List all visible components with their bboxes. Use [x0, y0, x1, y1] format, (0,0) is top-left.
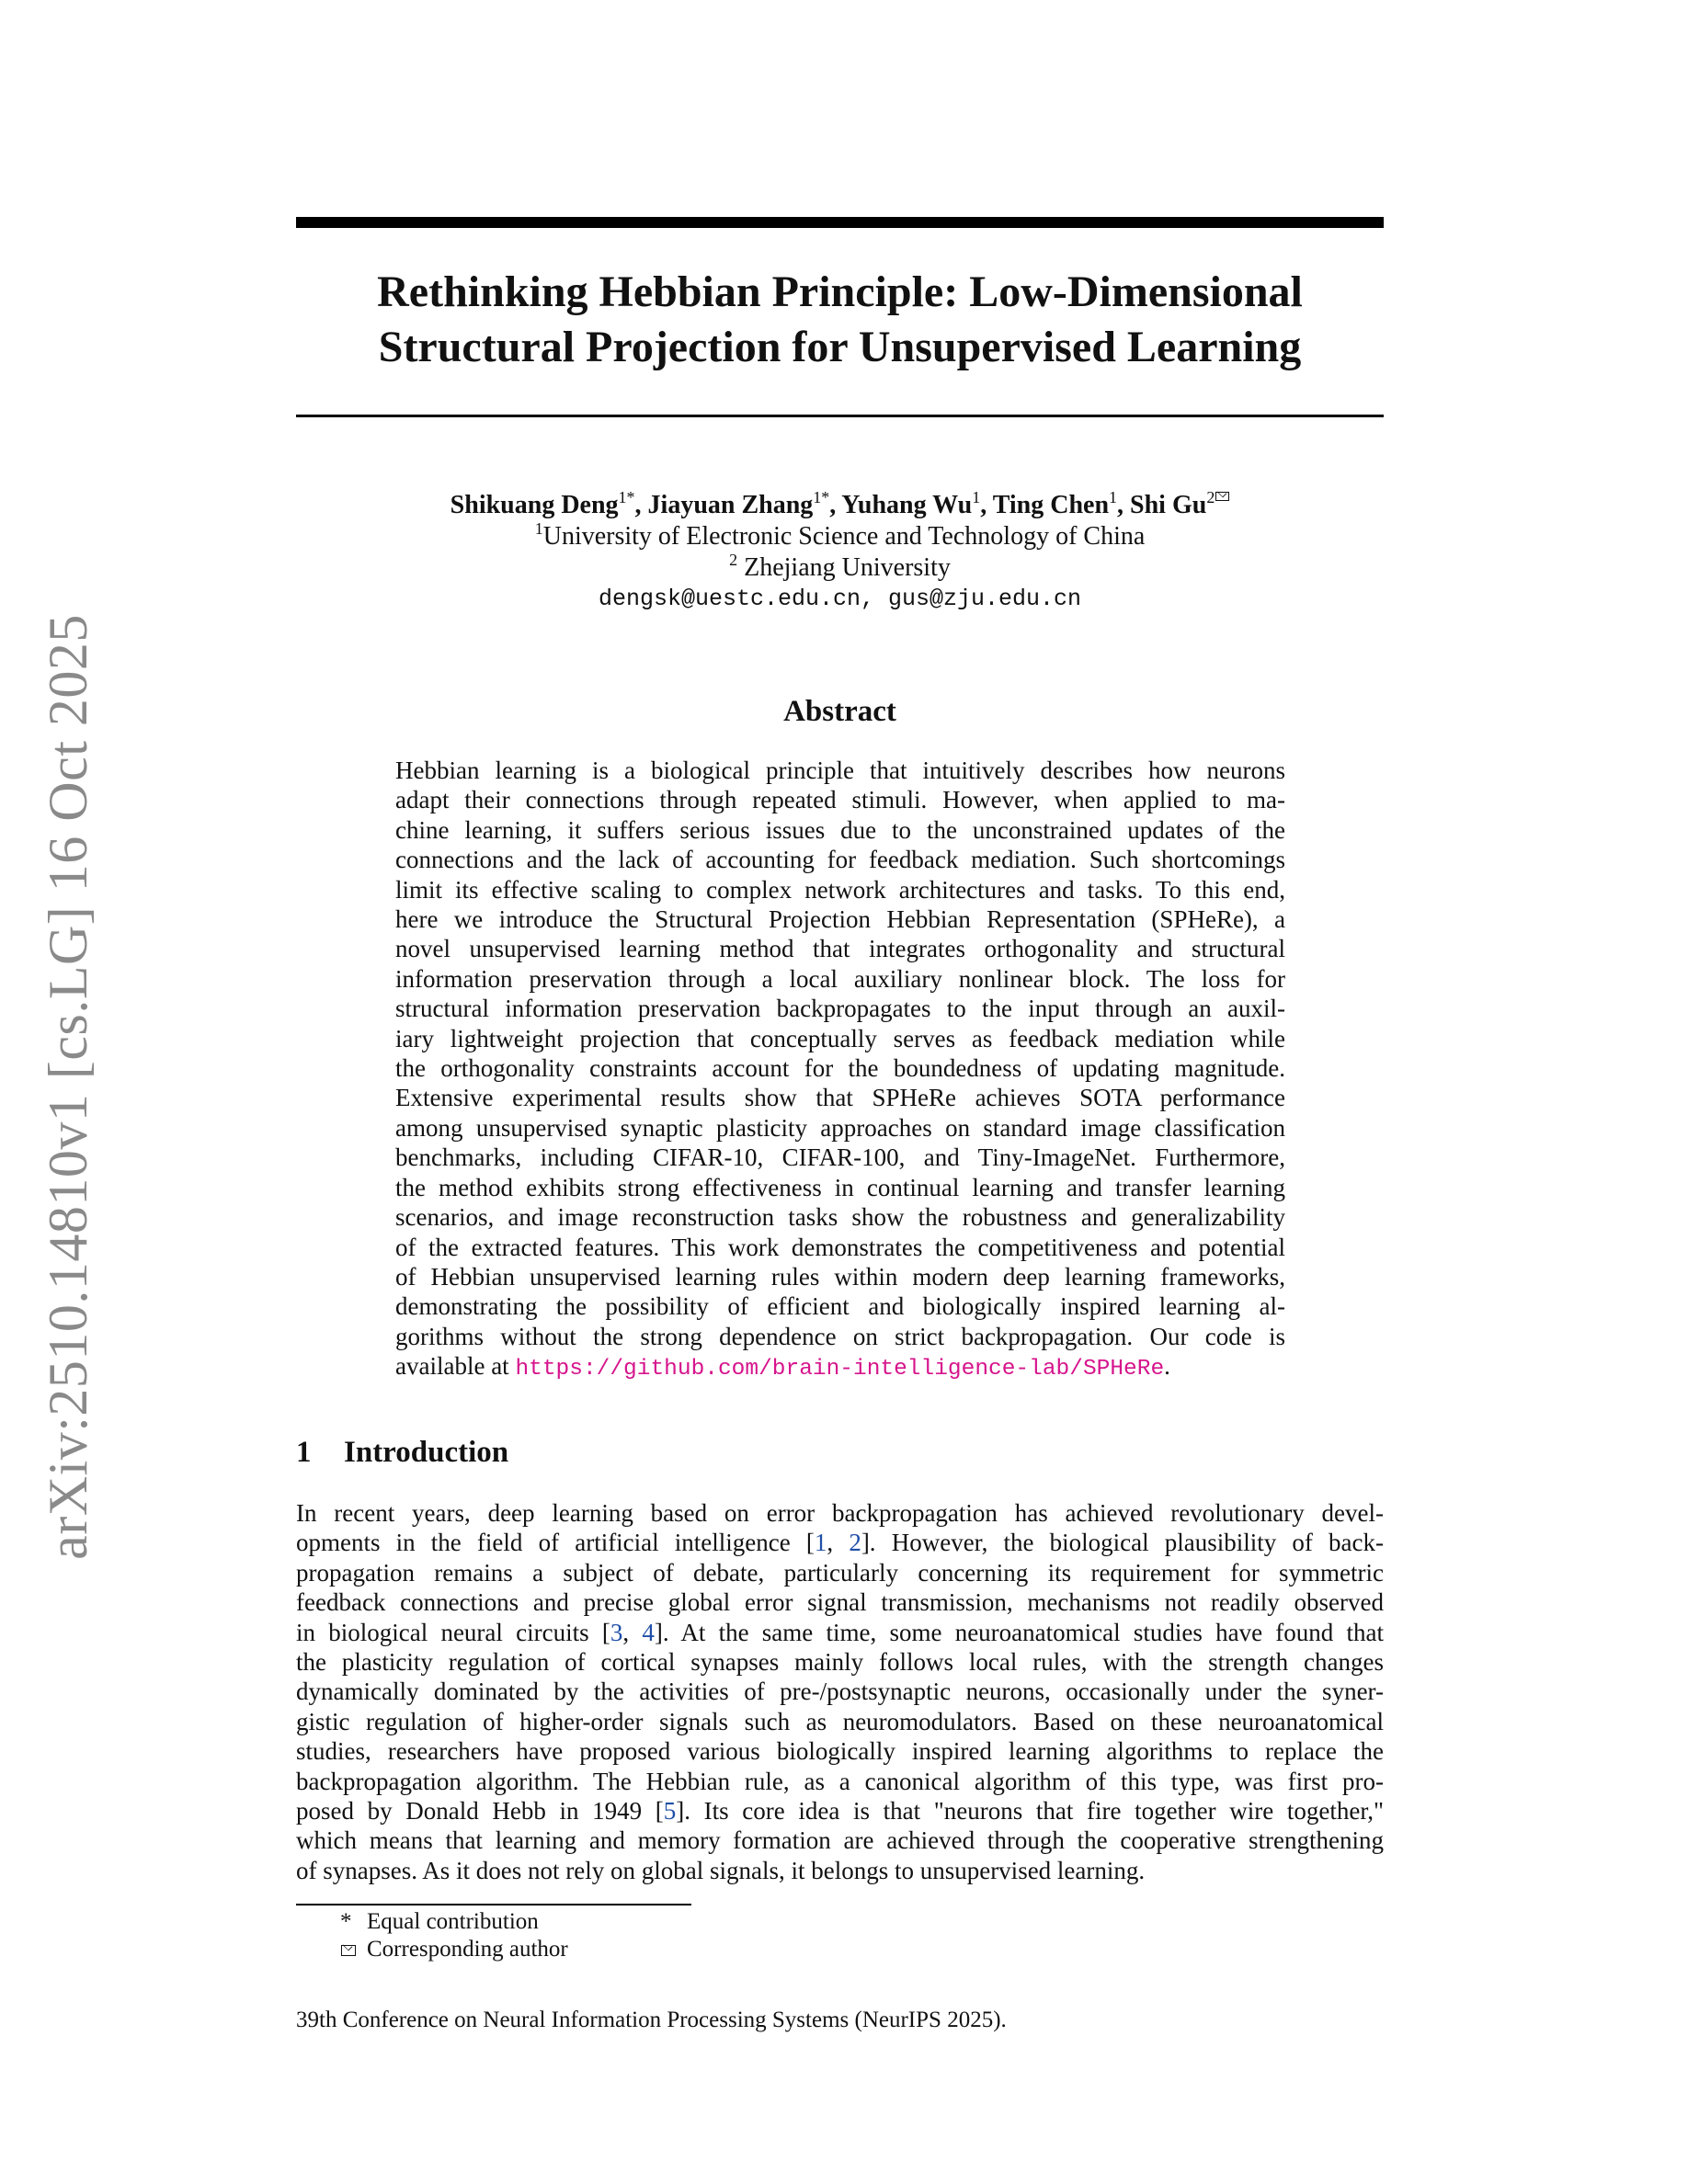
footnote-mark — [340, 1936, 367, 1963]
footnotes — [340, 1908, 568, 1963]
intro-text-run: posed by Donald Hebb in 1949 [ — [296, 1797, 664, 1826]
author-emails[interactable]: dengsk@uestc.edu.cn, gus@zju.edu.cn — [598, 586, 1082, 612]
affiliation-text: University of Electronic Science and Technology of China — [542, 522, 1146, 551]
citation-link[interactable]: 2 — [849, 1529, 861, 1557]
intro-text-run: propagation remains a subject of debate, particularly concerning its requirement for symmetric — [296, 1558, 1384, 1587]
abstract-line: the method exhibits strong effectiveness in continual learning and transfer learning — [395, 1173, 1285, 1201]
intro-text-run: ]. However, the biological plausibility of back- — [861, 1529, 1385, 1557]
author: Ting Chen — [992, 491, 1110, 519]
title-line-1: Rethinking Hebbian Principle: Low-Dimensional — [377, 267, 1303, 316]
abstract-line: scenarios, and image reconstruction tasks show the robustness and generalizability — [395, 1203, 1285, 1232]
intro-text-run: , — [827, 1529, 850, 1557]
venue-footer: 39th Conference on Neural Information Processing Systems (NeurIPS 2025). — [296, 2008, 1007, 2032]
code-repository-link[interactable]: https://github.com/brain-intelligence-lab/SPHeRe — [515, 1357, 1165, 1382]
affiliation-2 — [296, 552, 1384, 584]
abstract-line: benchmarks, including CIFAR-10, CIFAR-100, and Tiny-ImageNet. Furthermore, — [395, 1143, 1285, 1172]
abstract-line: information preservation through a local auxiliary nonlinear block. The loss for — [395, 964, 1285, 993]
abstract-line: iary lightweight projection that conceptually serves as feedback mediation while — [395, 1024, 1285, 1052]
footnote-equal-contribution — [340, 1908, 568, 1936]
intro-line — [296, 1796, 1384, 1826]
section-number: 1 — [296, 1436, 312, 1469]
intro-line — [296, 1677, 1384, 1706]
intro-text-run: dynamically dominated by the activities of pre-/postsynaptic neurons, occasionally under the syner- — [296, 1678, 1384, 1706]
abstract-line: Hebbian learning is a biological principle that intuitively describes how neurons — [395, 756, 1285, 784]
intro-text-run: gistic regulation of higher-order signals such as neuromodulators. Based on these neuroanatomical — [296, 1707, 1384, 1735]
abstract-line: limit its effective scaling to complex network architectures and tasks. To this end, — [395, 875, 1285, 904]
abstract-line: here we introduce the Structural Projection Hebbian Representation (SPHeRe), a — [395, 905, 1285, 934]
title-line-2: Structural Projection for Unsupervised Learning — [378, 323, 1302, 371]
intro-text-run: opments in the field of artificial intelligence [ — [296, 1529, 815, 1557]
abstract-line: the orthogonality constraints account for the boundedness of updating magnitude. — [395, 1054, 1285, 1083]
abstract-line: structural information preservation backpropagates to the input through an auxil- — [395, 995, 1285, 1023]
author-affiliation-mark — [1206, 488, 1229, 506]
paper-title — [296, 265, 1384, 375]
author: Jiayuan Zhang — [647, 491, 814, 519]
intro-text-run: backpropagation algorithm. The Hebbian rule, as a canonical algorithm of this type, was first pro- — [296, 1767, 1384, 1795]
author-affiliation-mark: 1* — [618, 488, 635, 506]
citation-link[interactable]: 3 — [610, 1618, 623, 1646]
author: Yuhang Wu — [841, 491, 973, 519]
author-separator: , — [634, 491, 648, 519]
abstract-line-prefix: available at — [395, 1352, 516, 1381]
abstract-line: Extensive experimental results show that SPHeRe achieves SOTA performance — [395, 1084, 1285, 1112]
title-rule-bottom — [296, 415, 1384, 417]
author-affiliation-mark: 1* — [813, 488, 830, 506]
citation-link[interactable]: 5 — [663, 1797, 677, 1826]
footnote-text: Equal contribution — [367, 1909, 539, 1934]
abstract-line: adapt their connections through repeated stimuli. However, when applied to ma- — [395, 786, 1285, 814]
abstract-line: of the extracted features. This work demonstrates the competitiveness and potential — [395, 1233, 1285, 1261]
arxiv-stamp — [26, 603, 110, 1570]
intro-line — [296, 1736, 1384, 1766]
intro-line — [296, 1767, 1384, 1796]
intro-line — [296, 1707, 1384, 1736]
abstract-line: novel unsupervised learning method that integrates orthogonality and structural — [395, 935, 1285, 963]
intro-line — [296, 1826, 1384, 1855]
footnote-mark: * — [340, 1909, 352, 1934]
intro-text-run: In recent years, deep learning based on error backpropagation has achieved revolutionary devel- — [296, 1499, 1384, 1527]
author-list — [296, 490, 1384, 521]
citation-link[interactable]: 4 — [642, 1618, 655, 1646]
intro-text-run: in biological neural circuits [ — [296, 1618, 610, 1646]
footnote-text: Corresponding author — [367, 1937, 568, 1962]
intro-text-run: ]. Its core idea is that "neurons that fire together wire together," — [676, 1797, 1385, 1826]
abstract-line: demonstrating the possibility of efficient and biologically inspired learning al- — [395, 1292, 1285, 1321]
envelope-icon — [341, 1945, 356, 1956]
abstract-line: chine learning, it suffers serious issues due to the unconstrained updates of the — [395, 815, 1285, 844]
abstract-line: of Hebbian unsupervised learning rules within modern deep learning frameworks, — [395, 1262, 1285, 1291]
author-separator: , — [1117, 491, 1131, 519]
author-block — [296, 490, 1384, 615]
footnote-corresponding-author — [340, 1936, 568, 1963]
affiliation-mark: 1 — [534, 519, 543, 538]
abstract-body — [395, 756, 1285, 1385]
author-separator: , — [980, 491, 993, 519]
intro-text-run: of synapses. As it does not rely on global signals, it belongs to unsupervised learning. — [296, 1856, 1146, 1884]
intro-line — [296, 1558, 1384, 1587]
affiliation-mark: 2 — [729, 551, 738, 569]
intro-line — [296, 1856, 1384, 1885]
intro-text-run: , — [622, 1618, 643, 1646]
intro-text-run: feedback connections and precise global error signal transmission, mechanisms not readily observed — [296, 1588, 1384, 1617]
footnote-rule — [296, 1904, 691, 1905]
section-title: Introduction — [344, 1436, 509, 1469]
abstract-line: connections and the lack of accounting for feedback mediation. Such shortcomings — [395, 846, 1285, 874]
affiliation-number: 2 — [1206, 488, 1215, 506]
section-heading-introduction — [296, 1432, 508, 1473]
title-rule-top — [296, 217, 1384, 228]
intro-text-run: ]. At the same time, some neuroanatomical studies have found that — [654, 1618, 1385, 1646]
intro-text-run: which means that learning and memory formation are achieved through the cooperative strengthening — [296, 1826, 1384, 1855]
abstract-heading: Abstract — [783, 695, 896, 728]
intro-line — [296, 1528, 1384, 1557]
abstract-last-line — [395, 1351, 1285, 1384]
intro-line — [296, 1587, 1384, 1617]
author-affiliation-mark: 1 — [972, 488, 981, 506]
intro-line — [296, 1647, 1384, 1677]
author: Shikuang Deng — [450, 491, 619, 519]
author-separator: , — [829, 491, 842, 519]
introduction-body — [296, 1498, 1384, 1885]
abstract-line: gorithms without the strong dependence on strict backpropagation. Our code is — [395, 1322, 1285, 1350]
affiliation-1 — [296, 521, 1384, 552]
envelope-icon — [1215, 492, 1229, 501]
abstract-line-suffix: . — [1164, 1352, 1170, 1381]
arxiv-id: arXiv:2510.14810v1 [cs.LG] 16 Oct 2025 — [37, 613, 98, 1560]
intro-text-run: studies, researchers have proposed various biologically inspired learning algorithms to replace the — [296, 1737, 1384, 1766]
abstract-line: among unsupervised synaptic plasticity approaches on standard image classification — [395, 1113, 1285, 1142]
intro-line — [296, 1498, 1384, 1528]
intro-line — [296, 1618, 1384, 1647]
author-affiliation-mark: 1 — [1109, 488, 1118, 506]
citation-link[interactable]: 1 — [814, 1529, 827, 1557]
author: Shi Gu — [1130, 491, 1207, 519]
affiliation-text: Zhejiang University — [737, 553, 951, 582]
intro-text-run: the plasticity regulation of cortical synapses mainly follows local rules, with the strength changes — [296, 1648, 1384, 1677]
